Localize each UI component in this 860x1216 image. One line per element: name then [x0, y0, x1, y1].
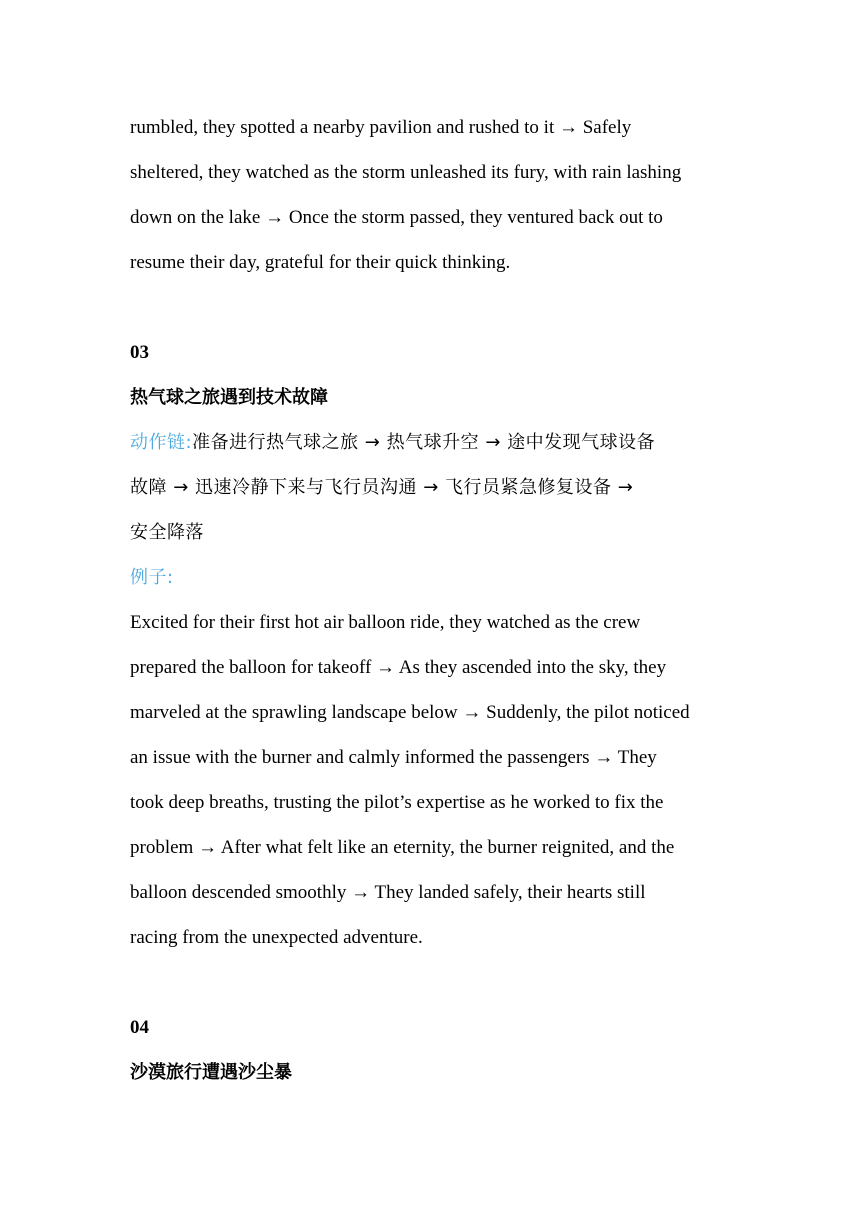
spacer: [130, 285, 735, 330]
section-03: [130, 330, 735, 960]
paragraph-line: took deep breaths, trusting the pilot’s expertise as he worked to fix the: [130, 792, 664, 813]
section-title: 沙漠旅行遭遇沙尘暴: [130, 1062, 292, 1083]
paragraph-line: prepared the balloon for takeoff → As they ascended into the sky, they: [130, 657, 667, 678]
paragraph-line: down on the lake → Once the storm passed, they ventured back out to: [130, 207, 663, 228]
paragraph-line: sheltered, they watched as the storm unleashed its fury, with rain lashing: [130, 162, 682, 183]
action-chain-line: 安全降落: [130, 522, 204, 543]
paragraph-line: problem → After what felt like an eternity, the burner reignited, and the: [130, 837, 675, 858]
example-label: 例子:: [130, 567, 174, 588]
document-page: [130, 105, 735, 1095]
example-paragraph: [130, 600, 735, 960]
paragraph-line: rumbled, they spotted a nearby pavilion and rushed to it → Safely: [130, 117, 632, 138]
section-02-example-tail: [130, 105, 735, 285]
paragraph-line: racing from the unexpected adventure.: [130, 927, 423, 948]
section-number: 04: [130, 1017, 149, 1038]
section-number: 03: [130, 342, 149, 363]
spacer: [130, 960, 735, 1005]
paragraph-line: balloon descended smoothly → They landed safely, their hearts still: [130, 882, 646, 903]
action-chain-label: 动作链:: [130, 432, 193, 453]
section-04: [130, 1005, 735, 1095]
paragraph-line: resume their day, grateful for their quick thinking.: [130, 252, 511, 273]
action-chain-line: [130, 420, 735, 465]
paragraph-line: Excited for their first hot air balloon ride, they watched as the crew: [130, 612, 641, 633]
paragraph-line: an issue with the burner and calmly informed the passengers → They: [130, 747, 657, 768]
action-chain-text: 准备进行热气球之旅 → 热气球升空 → 途中发现气球设备: [192, 432, 656, 453]
action-chain-line: 故障 → 迅速冷静下来与飞行员沟通 → 飞行员紧急修复设备 →: [130, 477, 634, 498]
section-title: 热气球之旅遇到技术故障: [130, 387, 328, 408]
paragraph-line: marveled at the sprawling landscape below → Suddenly, the pilot noticed: [130, 702, 690, 723]
